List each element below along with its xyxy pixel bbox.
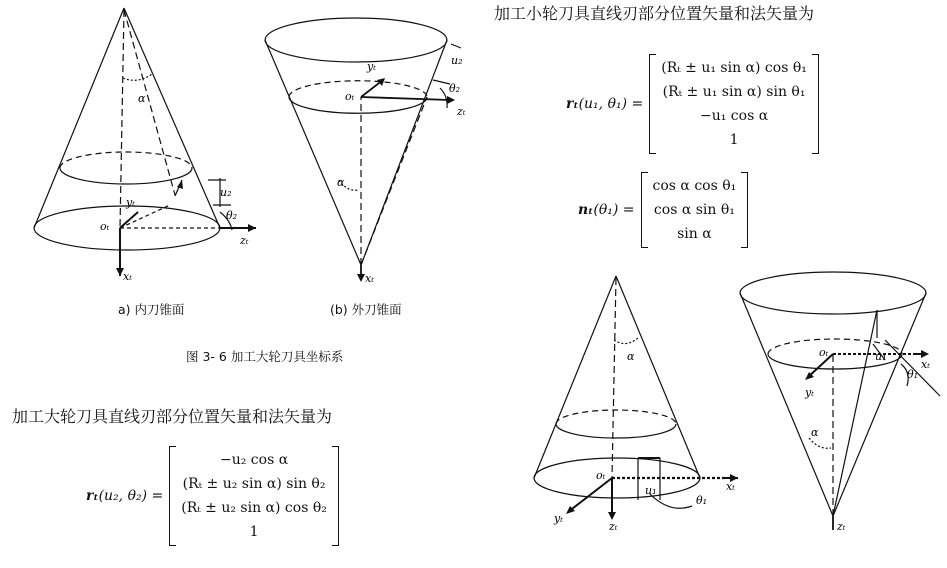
x-t-label: xₜ	[921, 358, 930, 371]
x-t-label: xₜ	[123, 270, 132, 283]
matrix-row: (Rₜ ± u₁ sin α) cos θ₁	[661, 60, 807, 76]
y-t-label: yₜ	[126, 196, 135, 209]
u2-label: u₂	[451, 54, 463, 67]
u1-label: u₁	[875, 350, 887, 363]
matrix-row: sin α	[677, 226, 712, 242]
o-t-label: oₜ	[345, 90, 355, 103]
y-t-label: yₜ	[805, 386, 814, 399]
o-t-label: oₜ	[100, 220, 110, 233]
z-t-label: zₜ	[457, 105, 466, 118]
matrix-row: cos α cos θ₁	[652, 178, 737, 194]
z-t-label: zₜ	[837, 520, 846, 533]
theta1-label: θ₁	[696, 494, 708, 507]
matrix	[649, 54, 819, 154]
equation-r-small	[566, 54, 819, 154]
equation-lhs	[578, 202, 635, 218]
matrix	[169, 446, 339, 546]
large-wheel-heading: 加工大轮刀具直线刃部分位置矢量和法矢量为	[12, 407, 333, 426]
equation-lhs	[86, 488, 163, 504]
equation-r-large	[86, 446, 339, 546]
matrix-row: (Rₜ ± u₂ sin α) sin θ₂	[182, 476, 326, 492]
caption-a: a) 内刀锥面	[118, 302, 185, 317]
figure-c-inner-cone-small	[520, 268, 745, 530]
z-t-label: zₜ	[240, 234, 249, 247]
x-t-label: xₜ	[726, 480, 735, 493]
equation-n-small	[578, 172, 748, 248]
caption-b: (b) 外刀锥面	[330, 302, 402, 317]
alpha-label: α	[138, 92, 146, 105]
figure-a-inner-cone	[20, 0, 260, 290]
matrix-row: −u₁ cos α	[699, 108, 769, 124]
equation-args: (u₁, θ₁) =	[578, 96, 644, 112]
z-t-label: zₜ	[609, 520, 618, 530]
alpha-label: α	[811, 426, 819, 439]
x-t-label: xₜ	[365, 272, 374, 285]
equation-symbol: rₜ	[566, 96, 579, 112]
matrix-row: (Rₜ ± u₁ sin α) sin θ₁	[662, 84, 806, 100]
figure-b-outer-cone	[255, 0, 480, 295]
equation-args: (u₂, θ₂) =	[98, 488, 164, 504]
y-t-label: yₜ	[367, 60, 376, 73]
equation-symbol: nₜ	[578, 202, 594, 218]
matrix-row: (Rₜ ± u₂ sin α) cos θ₂	[181, 500, 327, 516]
matrix-row: 1	[249, 524, 259, 540]
matrix-row: −u₂ cos α	[219, 452, 289, 468]
theta2-label: θ₂	[226, 209, 238, 222]
equation-args: (θ₁) =	[593, 202, 635, 218]
matrix-row: 1	[729, 132, 739, 148]
o-t-label: oₜ	[819, 346, 829, 359]
equation-symbol: rₜ	[86, 488, 99, 504]
equation-lhs	[566, 96, 643, 112]
figure-d-outer-cone-small	[735, 268, 947, 534]
u1-label: u₁	[645, 484, 657, 497]
u2-label: u₂	[220, 186, 232, 199]
matrix	[641, 172, 749, 248]
small-wheel-heading: 加工小轮刀具直线刃部分位置矢量和法矢量为	[494, 4, 815, 23]
alpha-label: α	[627, 350, 635, 363]
theta2-label: θ₂	[449, 82, 461, 95]
theta1-label: θ₁	[907, 368, 919, 381]
alpha-label: α	[337, 176, 345, 189]
matrix-row: cos α sin θ₁	[653, 202, 735, 218]
figure-title: 图 3- 6 加工大轮刀具坐标系	[186, 349, 344, 364]
o-t-label: oₜ	[596, 469, 606, 482]
y-t-label: yₜ	[554, 512, 563, 525]
